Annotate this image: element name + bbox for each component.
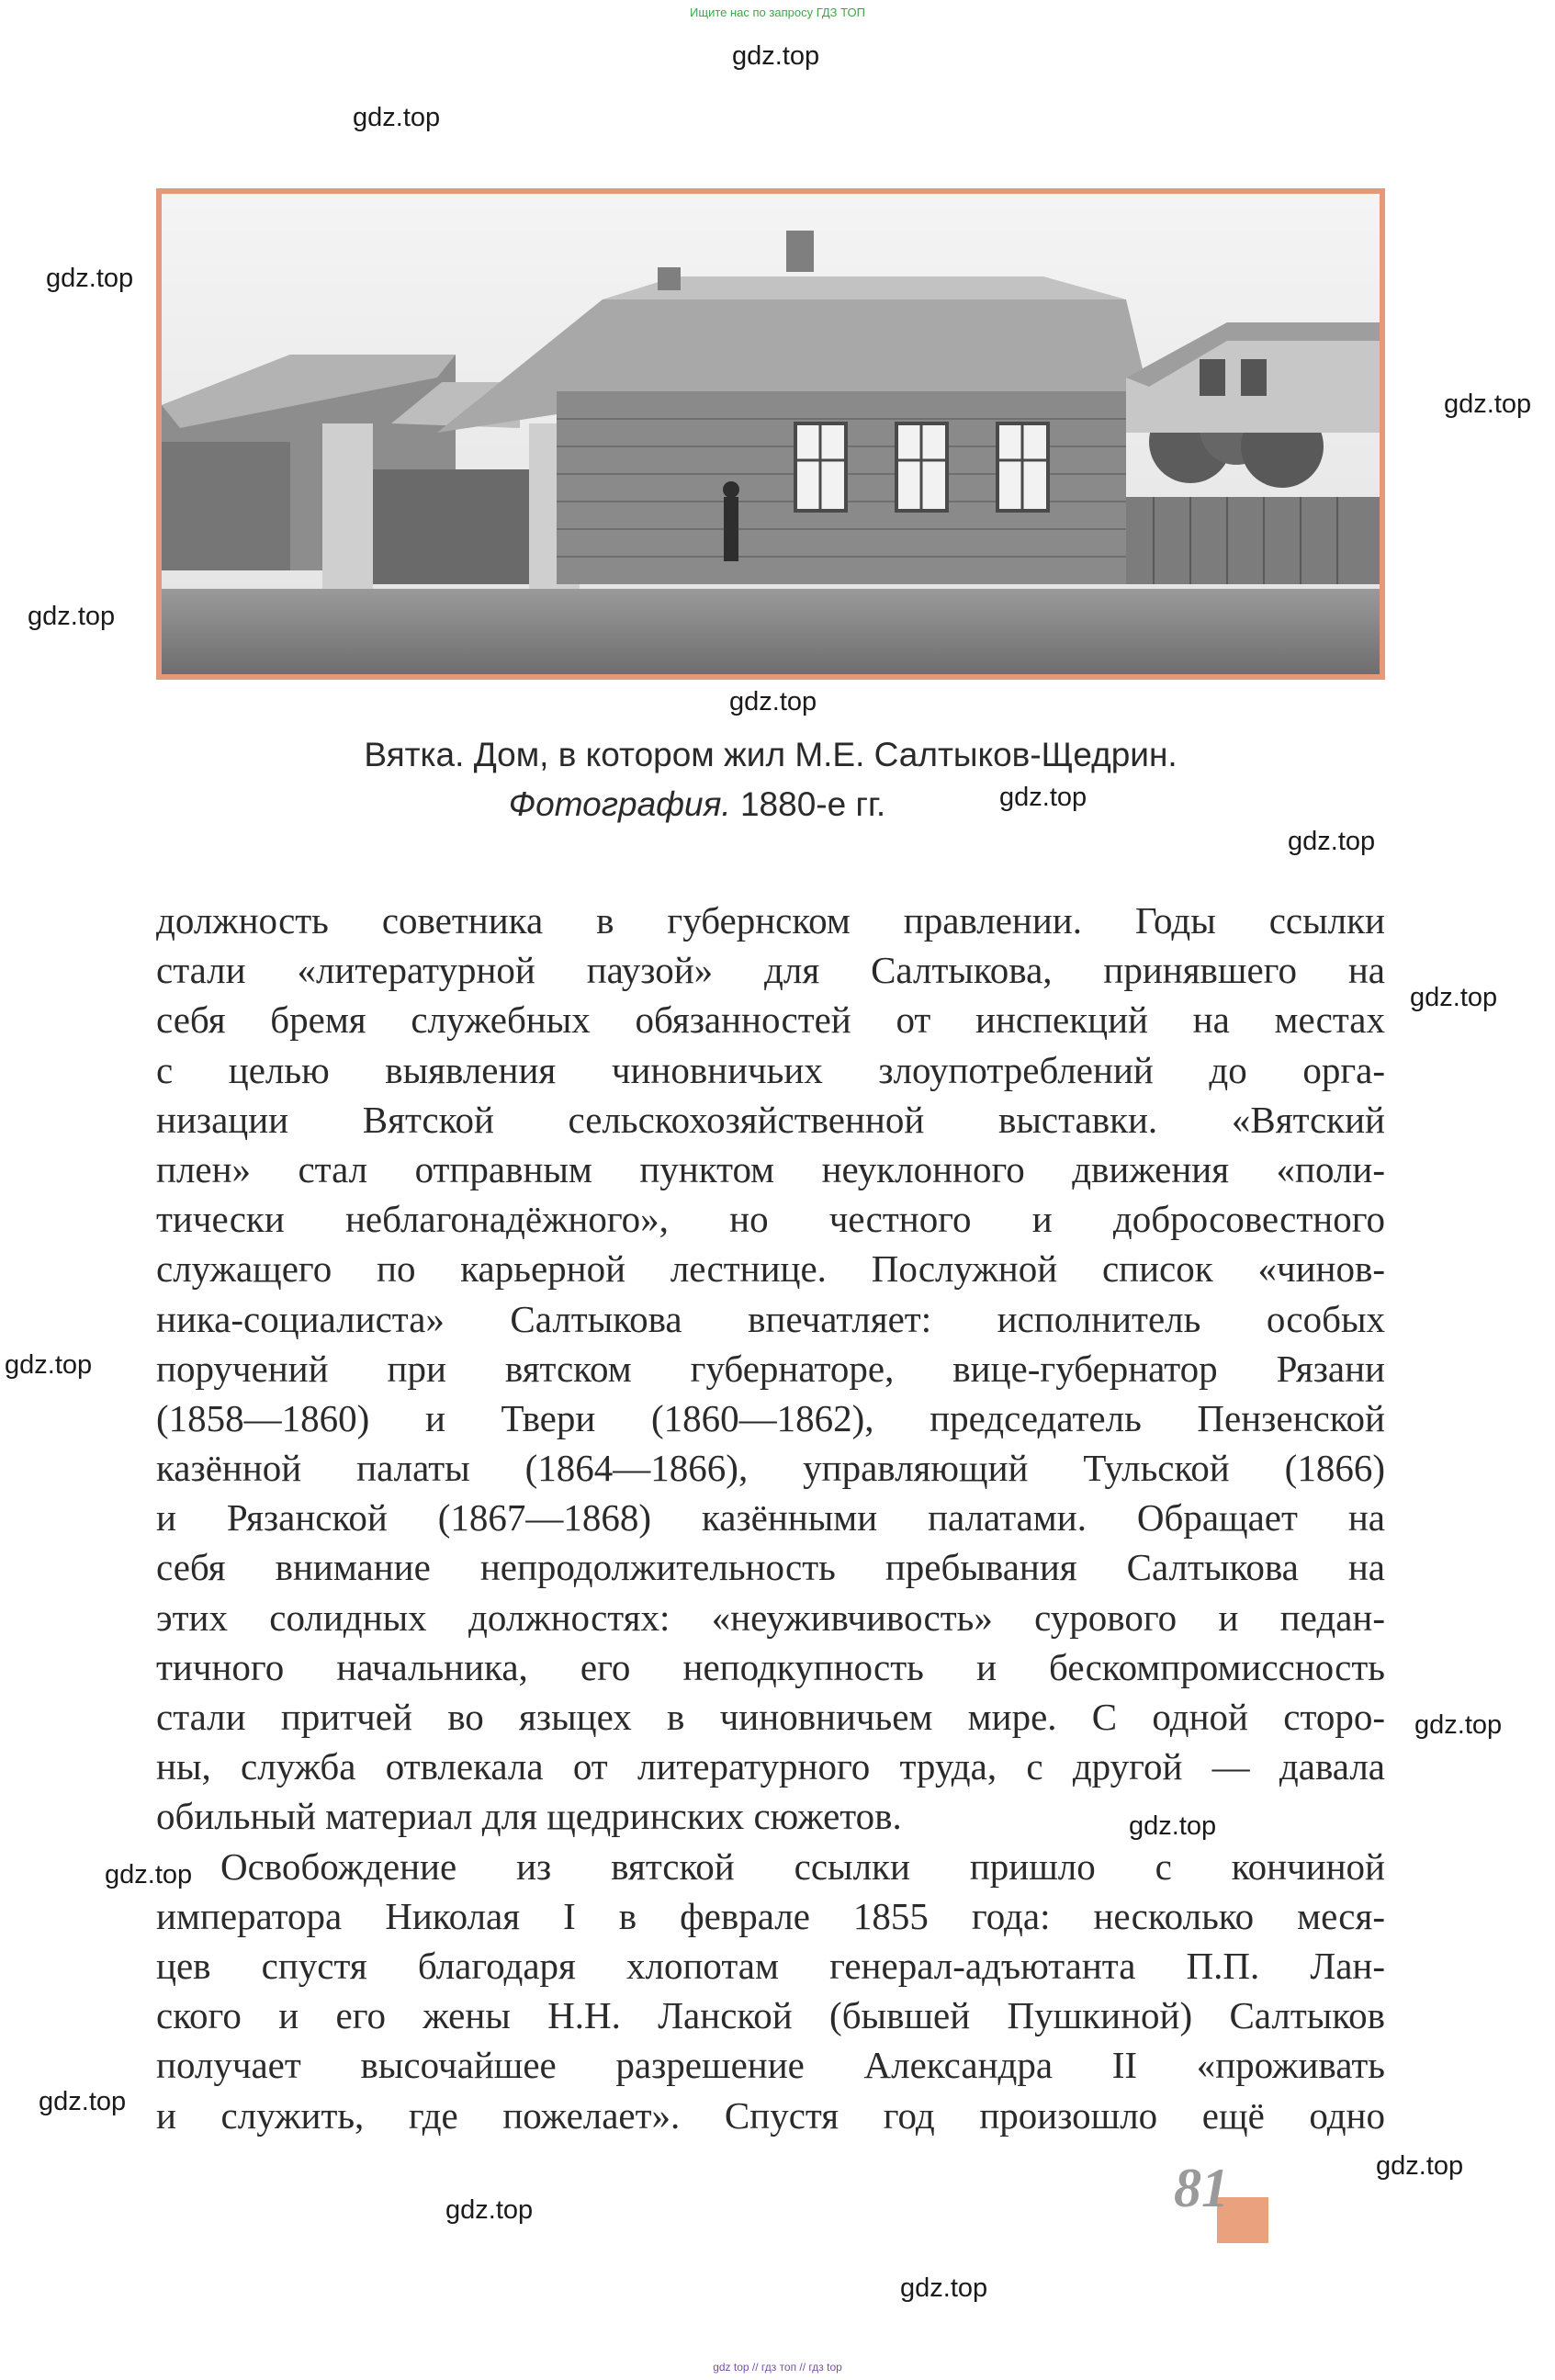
photo-caption [156,730,1385,829]
watermark: gdz.top [1376,2151,1464,2181]
text-line: с целью выявления чиновничьих злоупотреблений до орга- [156,1048,1385,1091]
watermark: gdz.top [1288,827,1376,856]
text-line: и Рязанской (1867—1868) казёнными палатами. Обращает на [156,1496,1385,1540]
text-line: тически неблагонадёжного», но честного и добросовестного [156,1198,1385,1241]
text-line: обильный материал для щедринских сюжетов. [156,1795,902,1838]
watermark: gdz.top [445,2195,534,2225]
text-line: тичного начальника, его неподкупность и бескомпромиссность [156,1645,1385,1688]
caption-line-1: Вятка. Дом, в котором жил М.Е. Салтыков-Щедрин. [364,736,1178,773]
watermark: gdz.top [46,264,134,293]
watermark: gdz.top [1410,983,1498,1012]
text-line: и служить, где пожелает». Спустя год произошло ещё одно [156,2093,1385,2137]
text-line: императора Николая I в феврале 1855 года: несколько меся- [156,1894,1385,1937]
text-line: цев спустя благодаря хлопотам генерал-адъютанта П.П. Лан- [156,1944,1385,1987]
watermark: gdz.top [28,602,116,631]
caption-date: 1880-е гг. [730,785,886,823]
text-line: (1858—1860) и Твери (1860—1862), председатель Пензенской [156,1396,1385,1439]
watermark: gdz.top [105,1860,193,1889]
text-line: должность советника в губернском правлении. Годы ссылки [156,899,1385,942]
watermark: gdz.top [353,103,441,132]
page-number: 81 [1174,2158,1229,2218]
text-line: получает высочайшее разрешение Александра II «проживать [156,2044,1385,2087]
house-photo-illustration [162,194,1380,674]
text-line: поручений при вятском губернаторе, вице-губернатор Рязани [156,1347,1385,1390]
text-line: ны, служба отвлекала от литературного труда, с другой — давала [156,1745,1385,1788]
text-line: плен» стал отправным пунктом неуклонного движения «поли- [156,1147,1385,1190]
house-photo [156,188,1385,680]
text-line: стали притчей во языцех в чиновничьем мире. С одной сторо- [156,1696,1385,1738]
search-hint: Ищите нас по запросу ГДЗ ТОП [690,6,865,19]
watermark: gdz.top [999,783,1087,812]
text-line: служащего по карьерной лестнице. Послужной список «чинов- [156,1247,1385,1291]
watermark: gdz.top [1444,389,1532,419]
watermark: gdz.top [39,2087,127,2116]
body-text [156,896,1385,2140]
watermark: gdz.top [729,687,817,716]
caption-line-2 [156,780,1385,829]
text-line: себя бремя служебных обязанностей от инспекций на местах [156,998,1385,1042]
text-line: ского и его жены Н.Н. Ланской (бывшей Пушкиной) Салтыков [156,1994,1385,2037]
footer-note: gdz top // гдз топ // гдз top [713,2361,842,2374]
text-line: ника-социалиста» Салтыкова впечатляет: исполнитель особых [156,1297,1385,1340]
watermark: gdz.top [5,1350,93,1380]
watermark: gdz.top [1129,1811,1217,1841]
watermark: gdz.top [900,2273,988,2303]
text-line: этих солидных должностях: «неуживчивость» сурового и педан- [156,1596,1385,1639]
text-line: себя внимание непродолжительность пребывания Салтыкова на [156,1546,1385,1589]
text-line: Освобождение из вятской ссылки пришло с кончиной [220,1844,1385,1888]
text-line: казённой палаты (1864—1866), управляющий Тульской (1866) [156,1447,1385,1490]
watermark: gdz.top [732,41,820,71]
caption-type: Фотография. [508,785,731,823]
watermark: gdz.top [1414,1710,1503,1740]
text-line: стали «литературной паузой» для Салтыкова, принявшего на [156,949,1385,992]
text-line: низации Вятской сельскохозяйственной выставки. «Вятский [156,1098,1385,1141]
